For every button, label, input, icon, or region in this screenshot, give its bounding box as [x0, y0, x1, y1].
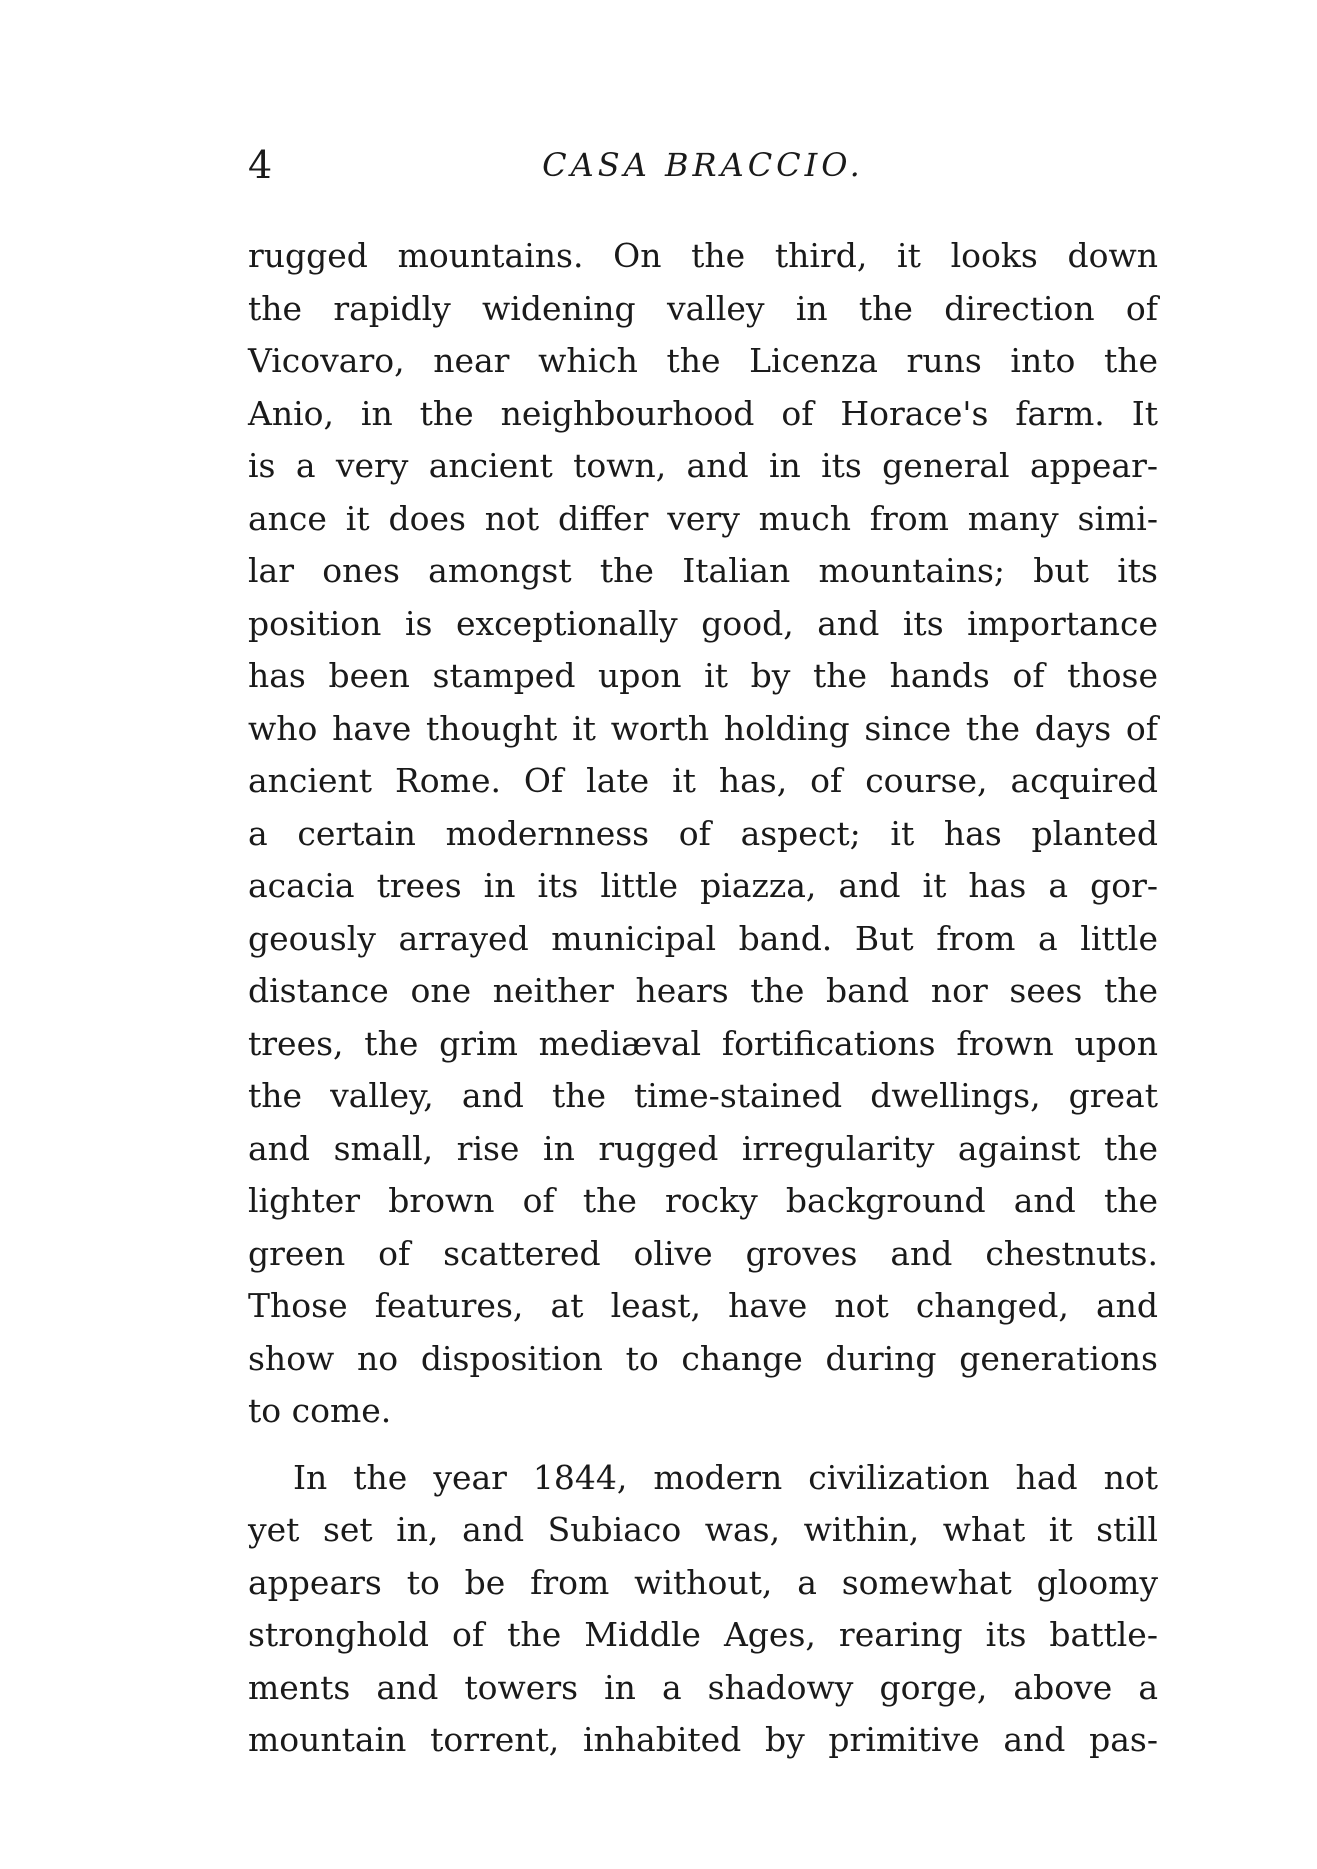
text-line: lar ones amongst the Italian mountains; but its — [248, 551, 1158, 590]
text-line: to come. — [248, 1391, 392, 1430]
text-line: geously arrayed municipal band. But from a little — [248, 918, 1158, 958]
body-text — [248, 230, 1158, 1767]
text-line: ancient Rome. Of late it has, of course, acquired — [248, 761, 1158, 800]
text-line: lighter brown of the rocky background and the — [248, 1181, 1158, 1220]
text-line: ments and towers in a shadowy gorge, above a — [248, 1667, 1158, 1707]
text-line: mountain torrent, inhabited by primitive and pas- — [248, 1720, 1158, 1759]
page-header — [248, 140, 1158, 190]
text-line: acacia trees in its little piazza, and it has a gor- — [248, 866, 1158, 905]
text-line: show no disposition to change during generations — [248, 1338, 1158, 1378]
text-line: green of scattered olive groves and chestnuts. — [248, 1233, 1158, 1273]
text-line: stronghold of the Middle Ages, rearing its battle- — [248, 1615, 1158, 1654]
text-line: Vicovaro, near which the Licenza runs into the — [248, 341, 1158, 380]
text-line: Those features, at least, have not changed, and — [248, 1286, 1158, 1325]
text-line: rugged mountains. On the third, it looks down — [248, 236, 1158, 275]
text-line: In the year 1844, modern civilization had not — [293, 1457, 1158, 1497]
page-number: 4 — [248, 143, 273, 187]
text-line: appears to be from without, a somewhat gloomy — [248, 1562, 1158, 1602]
text-line: the valley, and the time-stained dwellings, great — [248, 1076, 1158, 1115]
text-line: the rapidly widening valley in the direction of — [248, 288, 1158, 328]
text-line: a certain modernness of aspect; it has planted — [248, 813, 1158, 853]
text-line: ance it does not differ very much from many simi- — [248, 498, 1158, 538]
text-line: Anio, in the neighbourhood of Horace's farm. It — [248, 393, 1158, 433]
text-line: trees, the grim mediæval fortifications frown upon — [248, 1023, 1158, 1063]
paragraph-1 — [248, 230, 1158, 1438]
text-line: who have thought it worth holding since the days of — [248, 708, 1158, 748]
paragraph-gap — [248, 1438, 1158, 1452]
text-line: position is exceptionally good, and its importance — [248, 603, 1158, 643]
text-line: has been stamped upon it by the hands of those — [248, 656, 1158, 695]
text-line: distance one neither hears the band nor sees the — [248, 971, 1158, 1010]
running-title: CASA BRACCIO. — [542, 146, 864, 184]
text-line: and small, rise in rugged irregularity against the — [248, 1128, 1158, 1168]
paragraph-2 — [248, 1452, 1158, 1767]
text-line: yet set in, and Subiaco was, within, what it still — [248, 1510, 1158, 1549]
text-line: is a very ancient town, and in its general appear- — [248, 446, 1158, 485]
